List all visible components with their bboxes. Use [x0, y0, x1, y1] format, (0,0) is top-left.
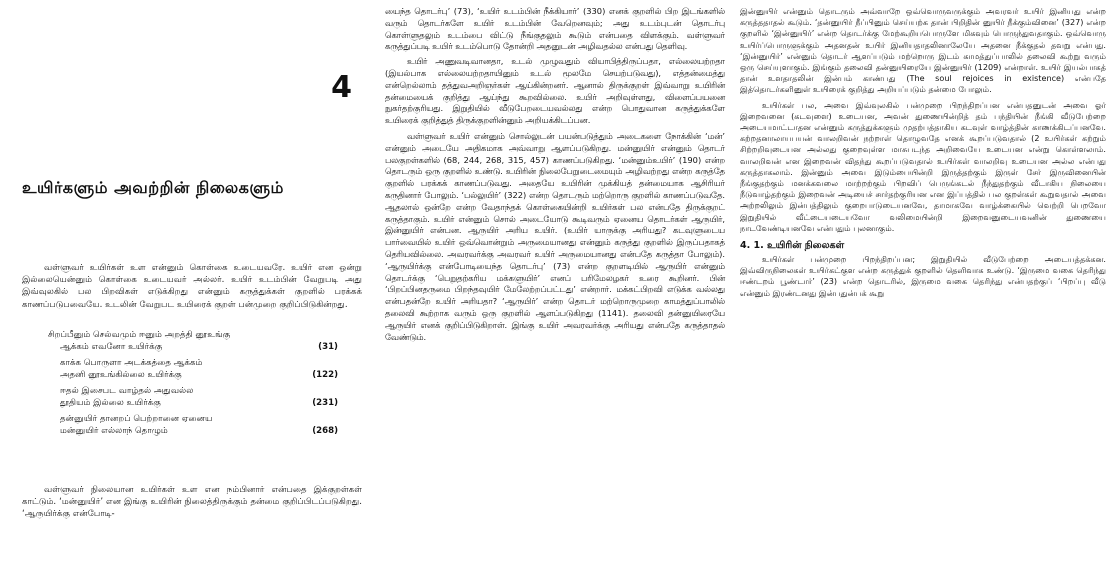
quote-line: தூதியம் இல்லை உயிர்க்கு (231) — [60, 398, 338, 408]
right-page — [740, 0, 1114, 576]
quote-line: சிறப்பீனும் செல்வமும் ஈனும் அறத்தி னூஉங்கு — [48, 330, 231, 340]
paragraph: இன்னுயிர் என்னும் தொடரும் அவ்வாறே ஒவ்வொருவருக்கும் அவரவர் உயிர் இனியது என்ற கருத்ததாதல் கூடும். ‘தன்னுயிர் நீப்பினும் செய்யற்க தான் பிறிதின் னுயிர் நீக்கும்வினை’ (327) என்ற குறளில் ‘இன்னுயிர்’ என்ற தொடர்க்கு மேற்கூறியபொருளே மிகவும் பொருந்துவதாகும். ஒவ்வொரு உயிர்ப்பொருளுக்கும் அதனதன் உயிர் இனியதாதலினாலேயே அதனை நீக்குதல் தவறு என்பது. ‘இன்னுயிர்’ என்னும் தொடர் ஆளப்படும் மற்றொரு இடம் காமத்துப்பாலில் தலைவி கூற்று வரும் ஒரு செய்யுளாகும். இங்கும் தலைவி தன்னுயிரையே இன்னுயிர் (1209) என்றாள். உயிர் இயல்பாகத் தான் உளதாதலின் இன்பம் காண்பது (The soul rejoices in existence) என்பதே இத்தொடர்களினுள் உயிரைக் குறித்து அறியப்படும் தன்மை போலும். — [740, 6, 1106, 95]
quote-line: ஆக்கம் எவனோ உயிர்க்கு (31) — [60, 342, 338, 352]
paragraph: உயிர் அணுவடிவானதா, உடல் முழுவதும் வியாபித்திருப்பதா, எல்லையற்றதா (இயல்பாக எல்லையற்றதாயினும் உடல் மூலமே செயற்படுவது), எத்தன்மைத்து என்றெல்லாம் தத்துவஅறிஞர்கள் ஆய்கின்றனர். ஆனால் திருக்குறள் இவ்வாறு உயிரின் தன்மையைக் குறித்து ஆய்ந்து கூறவில்லை. உயிர் அறிவுள்ளது, விளைப்பயனை நுகர்தற்குரியது. இறுதியில் வீடுபேறடையவல்லது என்ற பொதுவான கருத்துக்களே உயிரைக் குறித்துத் திருக்குறளின்னும் அறியக்கிடப்பன. — [385, 56, 725, 126]
left-page — [0, 0, 370, 576]
kural-quotes — [48, 329, 338, 437]
chapter-number: 4 — [331, 70, 352, 105]
quote-line: அதனி னூஉங்கில்லை உயிர்க்கு (122) — [60, 370, 338, 380]
section-heading: 4. 1. உயிரின் நிலைகள் — [740, 240, 845, 252]
quote-line: ஈதல் இசைபட வாழ்தல் அதுவல்ல — [60, 386, 194, 396]
quote-line: காக்க பொருளா அடக்கத்தை ஆக்கம் — [60, 358, 203, 368]
middle-page — [385, 0, 725, 576]
paragraph: வள்ளுவர் உயிர்கள் உள என்னும் கொள்கை உடையவரே. உயிர் என ஒன்று இல்லையென்னும் கொள்கை உடையவர் அல்லர். உயிர் உடம்பின் வேறுபடி அது இவ்வுலகில் பல பிறவிகள் எடுக்கிறது என்னும் கருத்துக்கள் குறளில் பரக்கக் காணப்படுபவையே. உடலின் வேறுபட உயிரைக் குறள் பன்முறை குறிப்பிடுகின்றது. — [22, 263, 362, 310]
paragraph: வள்ளுவர் நிலையான உயிர்கள் உள என நம்பினார் என்பதை இக்குறள்கள் காட்டும். ‘மன்னுயிர்’ என இங்கு உயிரின் நிலைத்திருக்கும் தன்மை குறிப்பிடப்படுகிறது. ‘ஆருயிர்க்கு என்போடி- — [22, 485, 362, 520]
quote-line: தன்னுயிர் தானறப் பெற்றானை ஏனைய — [60, 414, 213, 424]
chapter-title: உயிர்களும் அவற்றின் நிலைகளும் — [22, 178, 284, 197]
paragraph: உயிர்கள் பன்முறை பிறந்திறப்பன; இறுதியில் வீடுபேற்றை அடையத்தக்கன. இவ்விருநிலைகள் உயிர்கட்குள என்ற கருத்துக் குறளில் தெளிவாக உண்டு. ‘இருமை வகை தெரிந்து ஈண்டறம் பூண்டார்’ (23) என்ற தொடரில், இருமை வகை தெரிந்து என்பதற்குப் ‘பிறப்பு வீடு என்னும் இரண்டனது இன்பதுன்பக் கூறு — [740, 254, 1106, 298]
paragraph: உயிர்கள் பல, அவை இவ்வுலகில் பன்முறை பிறந்திறப்பன என்பதனுடன் அவை ஓர் இறைவனை (கடவுளை) உடையன, அவன் துணையின்றித் தம் பந்தியின் நீங்கி வீடுபேற்றை அடையமாட்டாதன என்னும் கருத்துக்களும் முதற்பத்தாகிய கடவுள் வாழ்த்தின் காணக்கிடப்பனவே. கற்றதனாலாயபயன் வாலறிவன் நற்றாள் தொழுவதே எனக் கூறப்படுவதால் (2 உயிர்கள் கற்றும் சிற்றறிவுடையன அல்லது குறைவுள்ள மாசுபடந்த அறிவையே உடையன என்று கொள்ளலாம். வாலறிவன் என இறைவன் விதந்து கூறப்படுவதால் உயிர்கள் வாலறிவு உடையன அல்ல என்பது கருத்தாகலாம். இன்னும் அவை இடும்பையின்றி இருத்தற்கும் இருள் சேர் இருவினையின் நீங்குதற்கும் மனக்கவலை மாற்றற்கும் பிறவிப் பெருங்கடல் நீந்துதற்கும் வீடாகிய நிலையை நீடுவாழ்தற்கும் இறைவன் அடியைச் சார்தற்குரியன என இப்பத்தில் பல குறள்கள் கூறுவதால் அவை அற்றலிலும் இன்பத்திலும் குறைபாடுடையனவே, தாமாகவே வாழ்க்கையில் வெற்றி பெறவோ இறுதியில் வீட்டையடையவோ வலிமையின்றி இறைவனுடையவனின் துணையை நாடவேண்டியனவே என்பதும் புலனாகும். — [740, 99, 1106, 233]
paragraph: வள்ளுவர் உயிர் என்னும் சொல்லுடன் பயன்படுத்தும் அடைகளை நோக்கின் ‘மன்’ என்னும் அடையே அதிகமாக அவ்வாறு ஆளப்படுகிறது. மன்னுயிர் என்னும் தொடர் பலகுறள்களில் (68, 244, 268, 315, 457) காணப்படுகிறது. ‘மன்னும்உயிர்’ (190) என்ற தொடரும் ஒரு குறளில் உண்டு. உயிரின் நிலைபேறுடைமையும் அழிவற்றது என்ற கருத்தே குறளில் பரக்கக் காணப்படுவது. அதையே உயிரின் முக்கியத் தன்மையாக ஆசிரியர் கருதினார் போலும். ‘பல்லுயிர்’ (322) என்ற தொடரும் மற்றொரு குறளில் காணப்படுவதே. ஆதலால் ஒன்றே என்ற வேதாந்தக் கொள்கையின்றி உயிர்கள் பல என்பதே திருக்குறட் கருத்தாகும். உயிர் என்னும் சொல் அடையோடு கூடிவரும் ஏனைய தொடர்கள் ஆருயிர், இன்னுயிர் என்பன. ஆருயிர் அரிய உயிர். (உயிர் யாருக்கு அரியது? கடவுளுடைய பார்வையில் உயிர் ஒவ்வொன்றும் அருமையானது என்னும் கருத்து குறளில் இருப்பதாகத் தெரியவில்லை. அவரவர்க்கு அவரவர் உயிர் அருமையானது என்பதே கருத்தா போலும்). ‘ஆருயிர்க்கு என்போடியைந்த தொடர்பு’ (73) என்ற குறளடியில் ஆருயிர் என்னும் தொடர்க்கு ‘பெறுதற்கரிய மக்களுயிர்’ எனப் பரிமேலழகர் உரை கூறினர். பின் ‘பிறப்பினதருமை பிறந்தவுயிர் மேலேற்றப்பட்டது’ என்றார். மக்கட்பிறவி எடுக்க வல்லது என்பதன்றே உயிர் அரியதா? ‘ஆருயிர்’ என்ற தொடர் மற்றொருமுறை காமத்துப்பாலில் தலைவி கூற்றாக வரும் ஒரு குறளில் ஆளப்படுகிறது (1141). தலைவி தன்னுயிரையே ஆருயிர் எனக் குறிப்பிடுகிறாள். இங்கு உயிர் அவரவர்க்கு அரியது என்பதே கருத்தாதல் வேண்டும். — [385, 130, 725, 342]
paragraph: யைந்த தொடர்பு’ (73), ‘உயிர் உடம்பின் நீக்கியார்’ (330) எனக் குறளில் பிற இடங்களில் வரும் தொடர்களே உயிர் உடம்பின் வேறெனவும்; அது உடம்புடன் தொடர்பு கொள்ளுதலும் உடம்பை விட்டு நீங்குதலும் கூடும் என்பதை விளக்கும். வள்ளுவர் கருத்துப்படி உயிர் உடம்பொடு தோன்றி அதனுடன் அழிவதல்ல என்பது தெளிவு. — [385, 6, 725, 52]
quote-line: மன்னுயிர் எல்லாந் தொழும் (268) — [60, 426, 338, 436]
